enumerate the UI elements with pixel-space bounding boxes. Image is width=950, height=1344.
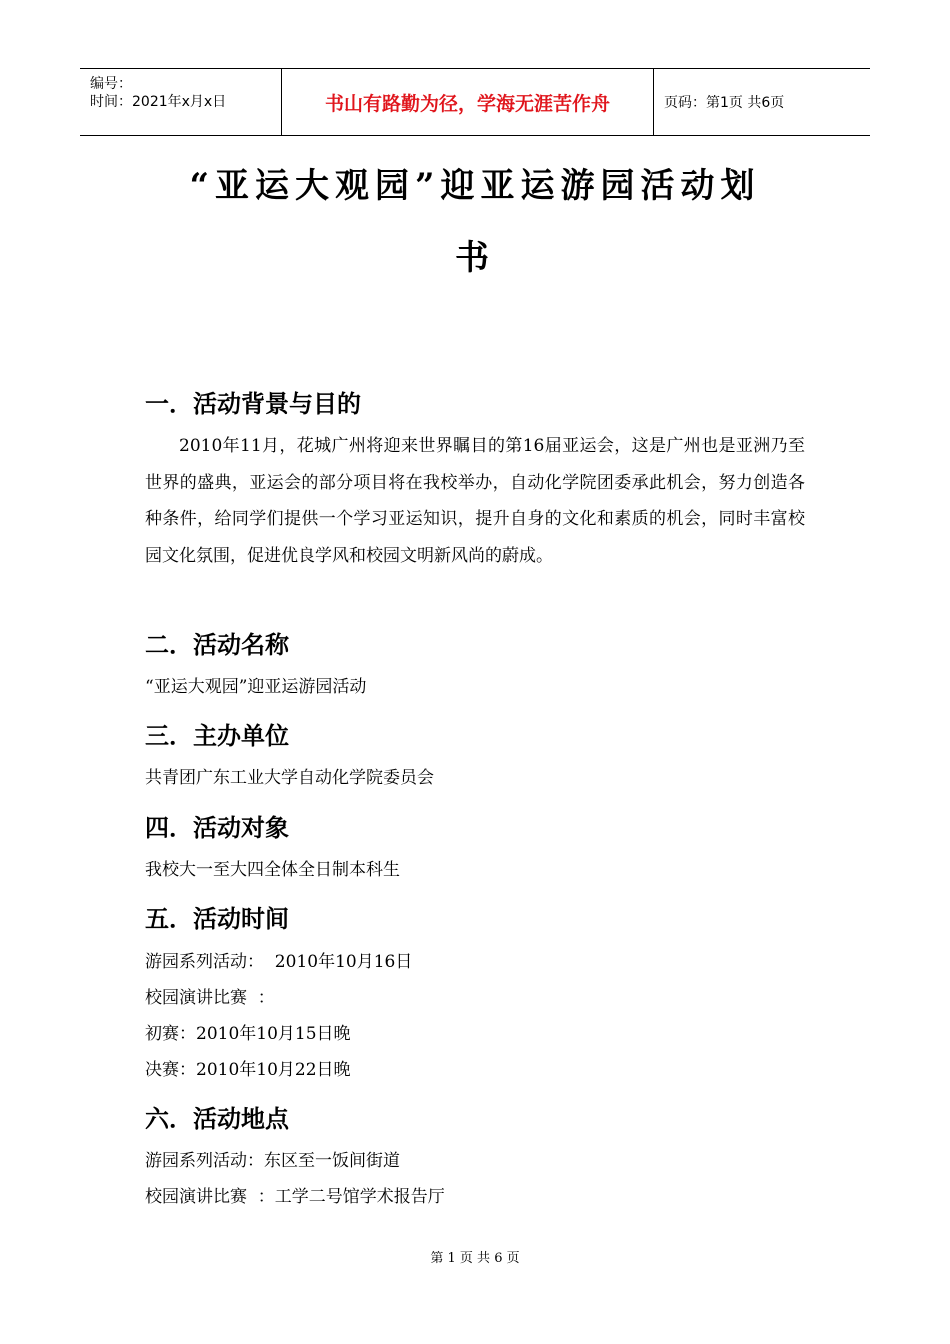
section-body-background: 2010年11月，花城广州将迎来世界瞩目的第16届亚运会，这是广州也是亚洲乃至世界的盛典，亚运会的部分项目将在我校举办，自动化学院团委承此机会，努力创造各种条件，给同学们提供一个学习亚运知识，提升自身的文化和素质的机会，同时丰富校园文化氛围，促进优良学风和校园文明新风尚的蔚成。 (145, 436, 805, 566)
document-title-line-2: 书 (455, 238, 495, 278)
header-page-info: 页码：第1页 共6页 (664, 95, 785, 111)
section-line-time-4: 决赛：2010年10月22日晚 (145, 1060, 351, 1080)
header-motto: 书山有路勤为径，学海无涯苦作舟 (324, 92, 610, 115)
document-number-label: 编号： (90, 76, 132, 92)
section-line-time-1: 游园系列活动： 2010年10月16日 (145, 952, 413, 972)
page-footer: 第 1 页 共 6 页 (430, 1251, 520, 1266)
section-heading-audience: 四．活动对象 (145, 814, 289, 842)
section-heading-background: 一．活动背景与目的 (145, 390, 361, 418)
header-meta-cell (80, 69, 282, 135)
section-line-time-2: 校园演讲比赛 ： (145, 988, 275, 1008)
section-line-location-1: 游园系列活动：东区至一饭间街道 (145, 1151, 400, 1171)
section-heading-organizer: 三．主办单位 (145, 722, 289, 750)
document-title-line-1: “亚运大观园”迎亚运游园活动划 (189, 166, 761, 206)
section-line-name: “亚运大观园”迎亚运游园活动 (145, 677, 367, 697)
section-heading-time: 五．活动时间 (145, 905, 289, 933)
section-line-audience: 我校大一至大四全体全日制本科生 (145, 860, 400, 880)
header-motto-cell (282, 69, 654, 135)
document-time-label: 时间：2021年x月x日 (90, 94, 227, 110)
section-line-location-2: 校园演讲比赛 ：工学二号馆学术报告厅 (145, 1187, 445, 1207)
document-header (80, 68, 870, 136)
section-heading-name: 二．活动名称 (145, 631, 289, 659)
document-title (150, 150, 800, 294)
section-line-time-3: 初赛：2010年10月15日晚 (145, 1024, 351, 1044)
header-page-cell (654, 69, 870, 135)
section-heading-location: 六．活动地点 (145, 1105, 289, 1133)
section-line-organizer: 共青团广东工业大学自动化学院委员会 (145, 768, 434, 788)
